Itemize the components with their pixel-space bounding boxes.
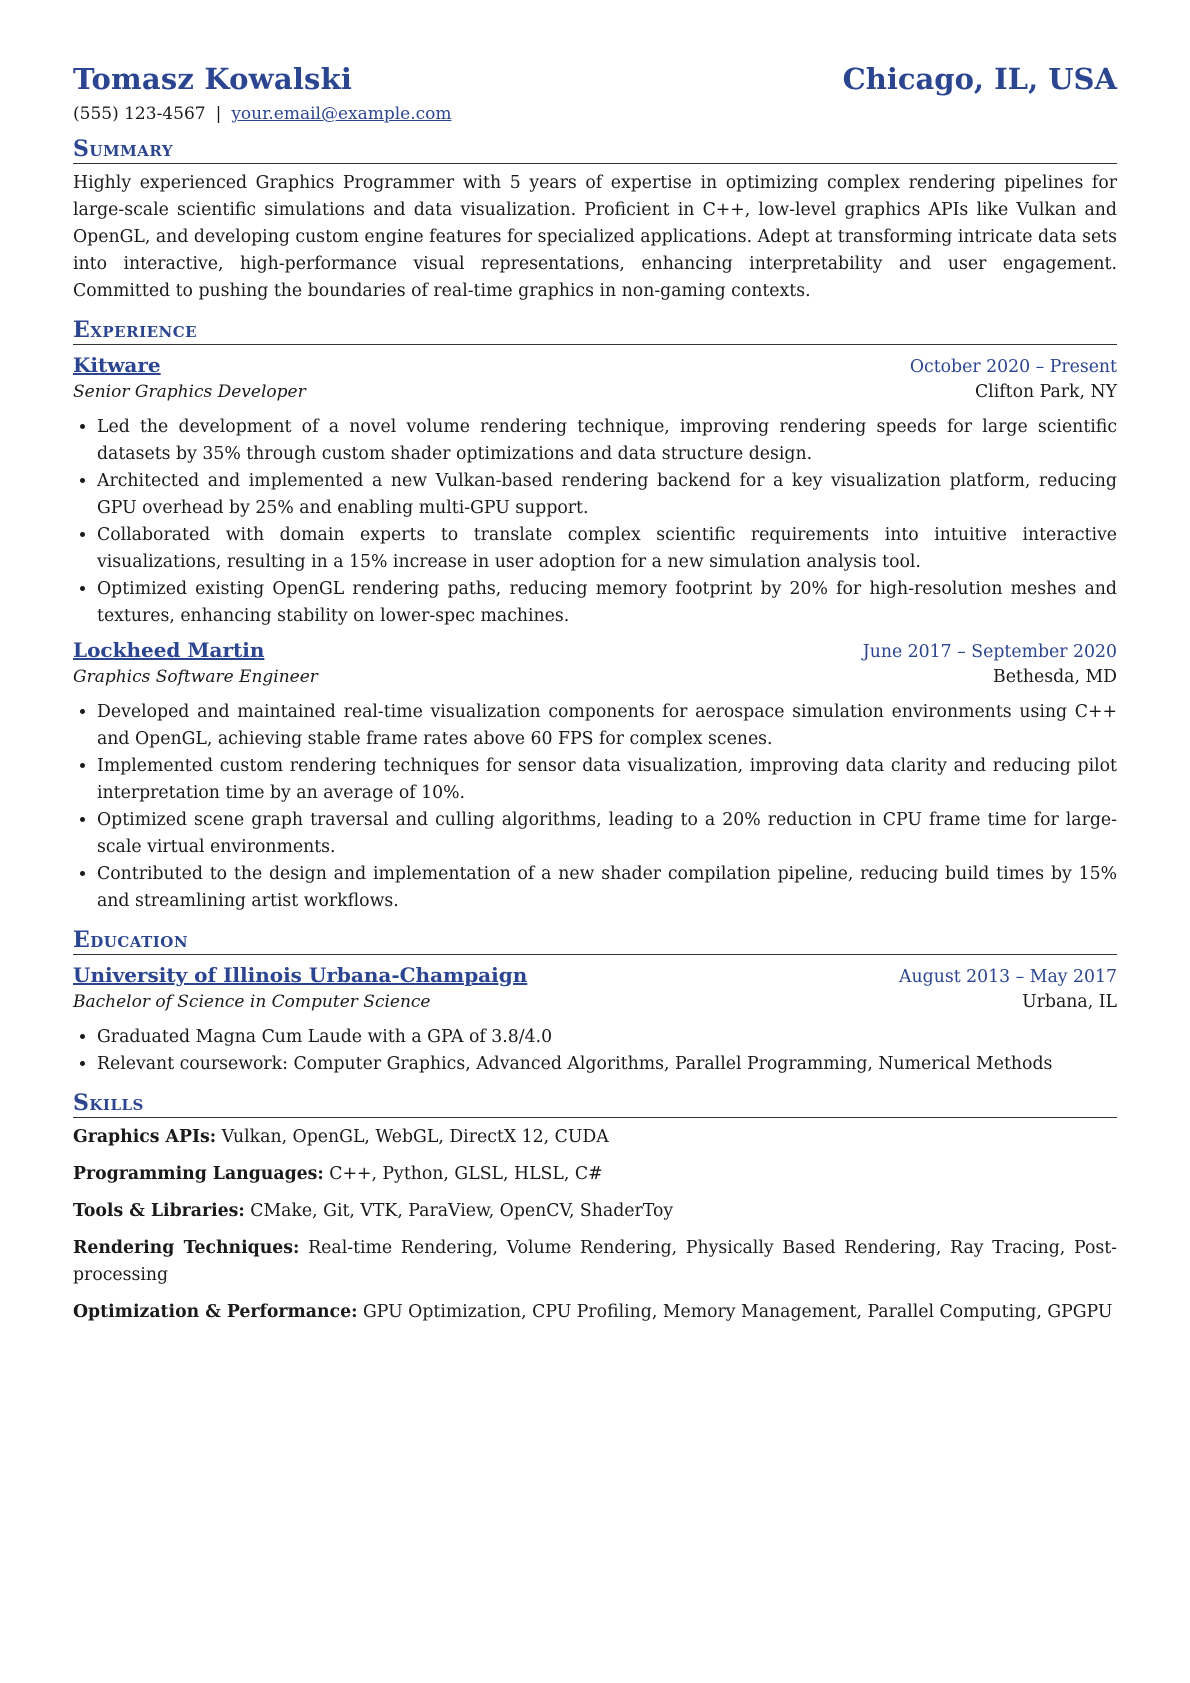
job-header-row: [73, 636, 1117, 664]
email-link[interactable]: your.email@example.com: [231, 104, 452, 124]
degree: Bachelor of Science in Computer Science: [73, 992, 431, 1012]
phone-number: (555) 123-4567: [73, 104, 206, 124]
job-org-link[interactable]: Kitware: [73, 353, 161, 377]
education-dates: August 2013 – May 2017: [899, 967, 1117, 987]
list-item: • Graduated Magna Cum Laude with a GPA of 3.8/4.0: [97, 1024, 1117, 1051]
list-item: • Architected and implemented a new Vulkan-based rendering backend for a key visualization platform, reducing GPU overhead by 25% and enabling multi-GPU support.: [97, 468, 1117, 522]
list-item: • Collaborated with domain experts to translate complex scientific requirements into intuitive interactive visualizations, resulting in a 15% increase in user adoption for a new simulation analysis tool.: [97, 522, 1117, 576]
education-bullets: [73, 1024, 1117, 1078]
job-org-link[interactable]: Lockheed Martin: [73, 638, 265, 662]
skill-label: Optimization & Performance:: [73, 1302, 358, 1322]
job-subheader-row: [73, 664, 1117, 691]
summary-text: Highly experienced Graphics Programmer with 5 years of expertise in optimizing complex rendering pipelines for large-scale scientific simulations and data visualization. Proficient in C++, low-level graphics APIs like Vulkan and OpenGL, and developing custom engine features for specialized applications. Adept at transforming intricate data sets into interactive, high-performance visual representations, enhancing interpretability and user engagement. Committed to pushing the boundaries of real-time graphics in non-gaming contexts.: [73, 173, 1117, 301]
job-role: Senior Graphics Developer: [73, 382, 306, 402]
contact-line: [73, 104, 1117, 124]
job-header-row: [73, 351, 1117, 379]
skill-value: GPU Optimization, CPU Profiling, Memory Management, Parallel Computing, GPGPU: [362, 1302, 1113, 1322]
section-title-experience: Experience: [73, 317, 1117, 345]
job-bullets: [73, 699, 1117, 915]
contact-separator: |: [215, 104, 222, 124]
list-item: • Contributed to the design and implementation of a new shader compilation pipeline, reducing build times by 15% and streamlining artist workflows.: [97, 861, 1117, 915]
section-title-skills: Skills: [73, 1090, 1117, 1118]
job-subheader-row: [73, 379, 1117, 406]
job-place: Clifton Park, NY: [974, 382, 1117, 402]
skill-row: [73, 1299, 1117, 1326]
job-entry: [73, 351, 1117, 630]
job-bullets: [73, 414, 1117, 630]
list-item: • Optimized scene graph traversal and culling algorithms, leading to a 20% reduction in CPU frame time for large-scale virtual environments.: [97, 807, 1117, 861]
skill-label: Graphics APIs:: [73, 1127, 217, 1147]
education-header-row: [73, 961, 1117, 989]
list-item: • Developed and maintained real-time visualization components for aerospace simulation environments using C++ and OpenGL, achieving stable frame rates above 60 FPS for complex scenes.: [97, 699, 1117, 753]
list-item: • Optimized existing OpenGL rendering paths, reducing memory footprint by 20% for high-resolution meshes and textures, enhancing stability on lower-spec machines.: [97, 576, 1117, 630]
job-dates: October 2020 – Present: [909, 357, 1117, 377]
skills-section: [73, 1090, 1117, 1326]
skill-label: Tools & Libraries:: [73, 1201, 245, 1221]
skill-value: Vulkan, OpenGL, WebGL, DirectX 12, CUDA: [221, 1127, 609, 1147]
education-place: Urbana, IL: [1022, 992, 1117, 1012]
experience-section: [73, 317, 1117, 915]
skills-list: [73, 1124, 1117, 1326]
education-entry: [73, 961, 1117, 1078]
skill-value: Real-time Rendering, Volume Rendering, Physically Based Rendering, Ray Tracing, Post-processing: [73, 1238, 1117, 1285]
skill-value: CMake, Git, VTK, ParaView, OpenCV, ShaderToy: [250, 1201, 674, 1221]
summary-section: [73, 136, 1117, 305]
skill-label: Rendering Techniques:: [73, 1238, 300, 1258]
job-entry: [73, 636, 1117, 915]
section-title-education: Education: [73, 927, 1117, 955]
list-item: • Led the development of a novel volume rendering technique, improving rendering speeds for large scientific datasets by 35% through custom shader optimizations and data structure design.: [97, 414, 1117, 468]
education-section: [73, 927, 1117, 1078]
skill-value: C++, Python, GLSL, HLSL, C#: [329, 1164, 603, 1184]
job-dates: June 2017 – September 2020: [862, 642, 1117, 662]
candidate-name: Tomasz Kowalski: [73, 62, 353, 96]
skill-row: [73, 1161, 1117, 1188]
skill-row: [73, 1198, 1117, 1225]
job-place: Bethesda, MD: [993, 667, 1117, 687]
candidate-location: Chicago, IL, USA: [842, 62, 1117, 96]
school-link[interactable]: University of Illinois Urbana-Champaign: [73, 963, 528, 987]
education-subheader-row: [73, 989, 1117, 1016]
skill-row: [73, 1235, 1117, 1289]
list-item: • Implemented custom rendering techniques for sensor data visualization, improving data clarity and reducing pilot interpretation time by an average of 10%.: [97, 753, 1117, 807]
skill-row: [73, 1124, 1117, 1151]
job-role: Graphics Software Engineer: [73, 667, 318, 687]
header: [73, 62, 1117, 96]
list-item: • Relevant coursework: Computer Graphics, Advanced Algorithms, Parallel Programming, Numerical Methods: [97, 1051, 1117, 1078]
section-title-summary: Summary: [73, 136, 1117, 164]
skill-label: Programming Languages:: [73, 1164, 324, 1184]
